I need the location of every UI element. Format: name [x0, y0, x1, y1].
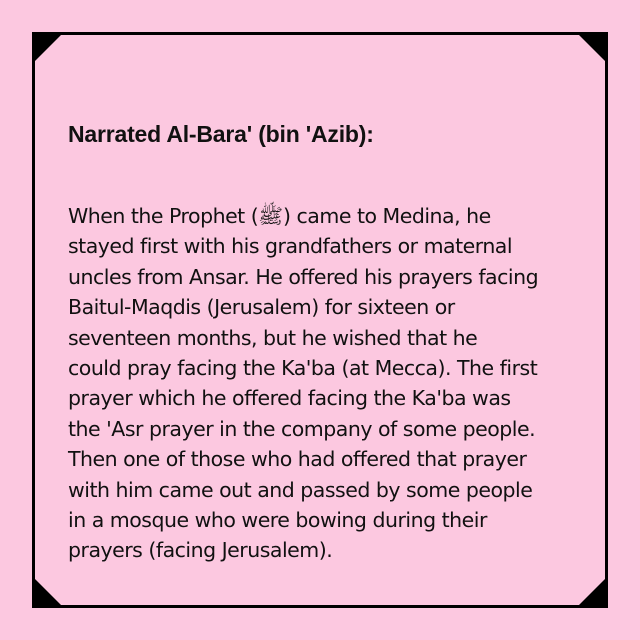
corner-ornament-bottom-left — [35, 579, 61, 605]
hadith-line: When the Prophet (ﷺ) came to Medina, he — [68, 204, 491, 228]
hadith-line: in a mosque who were bowing during their — [68, 508, 487, 533]
corner-ornament-top-left — [35, 35, 61, 61]
hadith-text — [68, 201, 588, 566]
hadith-line: with him came out and passed by some people — [68, 477, 533, 502]
hadith-line: seventeen months, but he wished that he — [68, 325, 478, 350]
hadith-line: prayers (facing Jerusalem). — [68, 538, 333, 563]
hadith-line: stayed first with his grandfathers or maternal — [68, 234, 513, 259]
corner-ornament-top-right — [579, 35, 605, 61]
hadith-line: could pray facing the Ka'ba (at Mecca). The first — [68, 356, 538, 381]
corner-ornament-bottom-right — [579, 579, 605, 605]
hadith-card — [32, 32, 608, 608]
hadith-line: uncles from Ansar. He offered his prayers facing — [68, 264, 539, 289]
hadith-line: Then one of those who had offered that prayer — [68, 447, 527, 472]
narrator-title: Narrated Al-Bara' (bin 'Azib): — [68, 121, 374, 147]
hadith-line: the 'Asr prayer in the company of some people. — [68, 416, 536, 441]
hadith-line: prayer which he offered facing the Ka'ba was — [68, 386, 511, 411]
hadith-line: Baitul-Maqdis (Jerusalem) for sixteen or — [68, 295, 455, 320]
